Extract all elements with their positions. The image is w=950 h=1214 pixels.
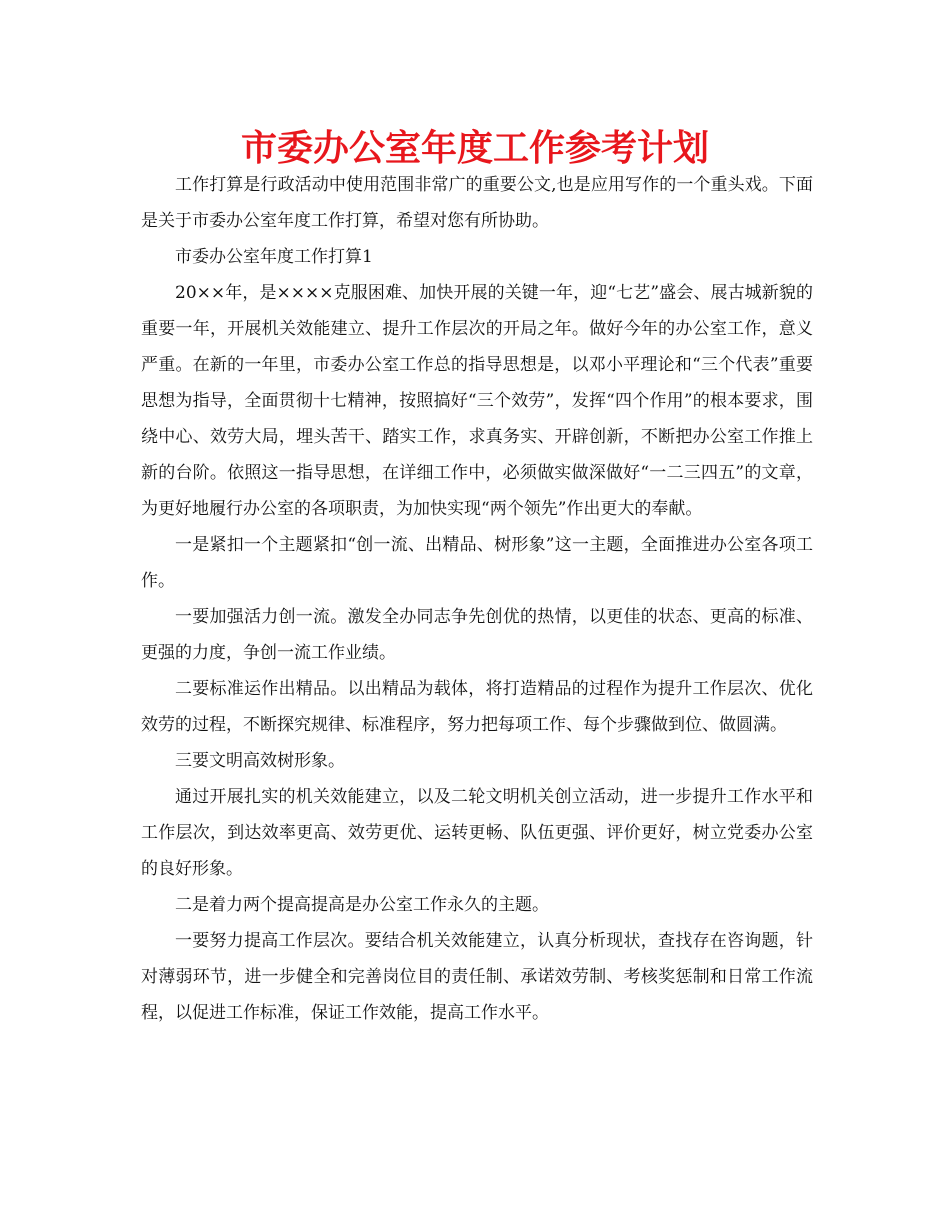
paragraph-intro: 工作打算是行政活动中使用范围非常广的重要公文,也是应用写作的一个重头戏。下面是关于市委办公室年度工作打算，希望对您有所协助。 xyxy=(141,175,813,231)
paragraph: 二是着力两个提高提高是办公室工作永久的主题。 xyxy=(175,895,549,915)
paragraph: 二要标准运作出精品。以出精品为载体，将打造精品的过程作为提升工作层次、优化效劳的过程，不断探究规律、标准程序，努力把每项工作、每个步骤做到位、做圆满。 xyxy=(141,679,813,735)
paragraph: 一要努力提高工作层次。要结合机关效能建立，认真分析现状，查找存在咨询题，针对薄弱环节，进一步健全和完善岗位目的责任制、承诺效劳制、考核奖惩制和日常工作流程，以促进工作标准，保证工作效能，提高工作水平。 xyxy=(141,931,813,1023)
document-title: 市委办公室年度工作参考计划 xyxy=(240,128,709,169)
paragraph: 一要加强活力创一流。激发全办同志争先创优的热情，以更佳的状态、更高的标准、更强的力度，争创一流工作业绩。 xyxy=(141,607,813,663)
paragraph: 一是紧扣一个主题紧扣“创一流、出精品、树形象”这一主题，全面推进办公室各项工作。 xyxy=(141,535,813,591)
paragraph-section-heading: 市委办公室年度工作打算1 xyxy=(175,247,373,267)
paragraph: 三要文明高效树形象。 xyxy=(175,751,345,771)
paragraph: 通过开展扎实的机关效能建立，以及二轮文明机关创立活动，进一步提升工作水平和工作层次，到达效率更高、效劳更优、运转更畅、队伍更强、评价更好，树立党委办公室的良好形象。 xyxy=(141,787,813,879)
document-body xyxy=(141,167,813,1031)
paragraph: 20××年，是××××克服困难、加快开展的关键一年，迎“七艺”盛会、展古城新貌的重要一年，开展机关效能建立、提升工作层次的开局之年。做好今年的办公室工作，意义严重。在新的一年里，市委办公室工作总的指导思想是，以邓小平理论和“三个代表”重要思想为指导，全面贯彻十七精神，按照搞好“三个效劳”，发挥“四个作用”的根本要求，围绕中心、效劳大局，埋头苦干、踏实工作，求真务实、开辟创新，不断把办公室工作推上新的台阶。依照这一指导思想，在详细工作中，必须做实做深做好“一二三四五”的文章，为更好地履行办公室的各项职责，为加快实现“两个领先”作出更大的奉献。 xyxy=(141,283,813,519)
